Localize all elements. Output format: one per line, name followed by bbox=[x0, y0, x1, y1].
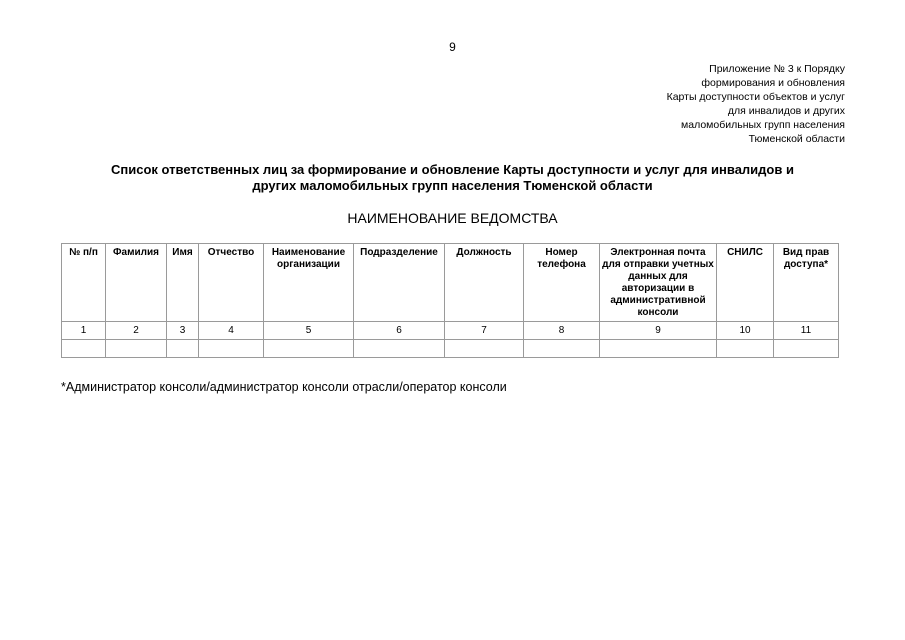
appendix-line: маломобильных групп населения bbox=[681, 119, 845, 131]
column-header: Должность bbox=[445, 244, 524, 322]
appendix-line: Карты доступности объектов и услуг bbox=[666, 91, 845, 103]
appendix-line: для инвалидов и других bbox=[727, 105, 845, 117]
column-header: СНИЛС bbox=[717, 244, 774, 322]
table-cell bbox=[264, 340, 354, 358]
department-name: НАИМЕНОВАНИЕ ВЕДОМСТВА bbox=[347, 210, 558, 226]
column-number-cell: 6 bbox=[354, 322, 445, 340]
appendix-line: Тюменской области bbox=[748, 133, 845, 145]
table-cell bbox=[445, 340, 524, 358]
table-row bbox=[62, 340, 839, 358]
page-number: 9 bbox=[449, 40, 456, 54]
table-cell bbox=[167, 340, 199, 358]
column-header: Вид прав доступа* bbox=[774, 244, 839, 322]
responsible-persons-table bbox=[61, 243, 839, 358]
table-header-row bbox=[62, 244, 839, 322]
appendix-line: Приложение № 3 к Порядку bbox=[709, 63, 845, 75]
table-cell bbox=[524, 340, 600, 358]
table-cell bbox=[354, 340, 445, 358]
column-number-row bbox=[62, 322, 839, 340]
column-number-cell: 3 bbox=[167, 322, 199, 340]
footnote: *Администратор консоли/администратор консоли отрасли/оператор консоли bbox=[61, 380, 507, 394]
column-number-cell: 7 bbox=[445, 322, 524, 340]
column-header: Подразделение bbox=[354, 244, 445, 322]
table-cell bbox=[106, 340, 167, 358]
document-title bbox=[60, 162, 845, 194]
column-header: Наименование организации bbox=[264, 244, 354, 322]
column-number-cell: 9 bbox=[600, 322, 717, 340]
appendix-reference bbox=[667, 62, 845, 146]
column-header: № п/п bbox=[62, 244, 106, 322]
column-number-cell: 2 bbox=[106, 322, 167, 340]
appendix-line: формирования и обновления bbox=[701, 77, 845, 89]
table-cell bbox=[717, 340, 774, 358]
column-number-cell: 10 bbox=[717, 322, 774, 340]
column-header: Отчество bbox=[199, 244, 264, 322]
column-header: Имя bbox=[167, 244, 199, 322]
column-number-cell: 11 bbox=[774, 322, 839, 340]
column-header: Электронная почта для отправки учетных данных для авторизации в административной консоли bbox=[600, 244, 717, 322]
column-number-cell: 1 bbox=[62, 322, 106, 340]
title-line: других маломобильных групп населения Тюменской области bbox=[252, 178, 653, 193]
column-number-cell: 4 bbox=[199, 322, 264, 340]
column-header: Фамилия bbox=[106, 244, 167, 322]
column-number-cell: 8 bbox=[524, 322, 600, 340]
table-cell bbox=[600, 340, 717, 358]
column-number-cell: 5 bbox=[264, 322, 354, 340]
table-cell bbox=[774, 340, 839, 358]
column-header: Номер телефона bbox=[524, 244, 600, 322]
table-cell bbox=[199, 340, 264, 358]
title-line: Список ответственных лиц за формирование и обновление Карты доступности и услуг для инвалидов и bbox=[111, 162, 794, 177]
table-cell bbox=[62, 340, 106, 358]
